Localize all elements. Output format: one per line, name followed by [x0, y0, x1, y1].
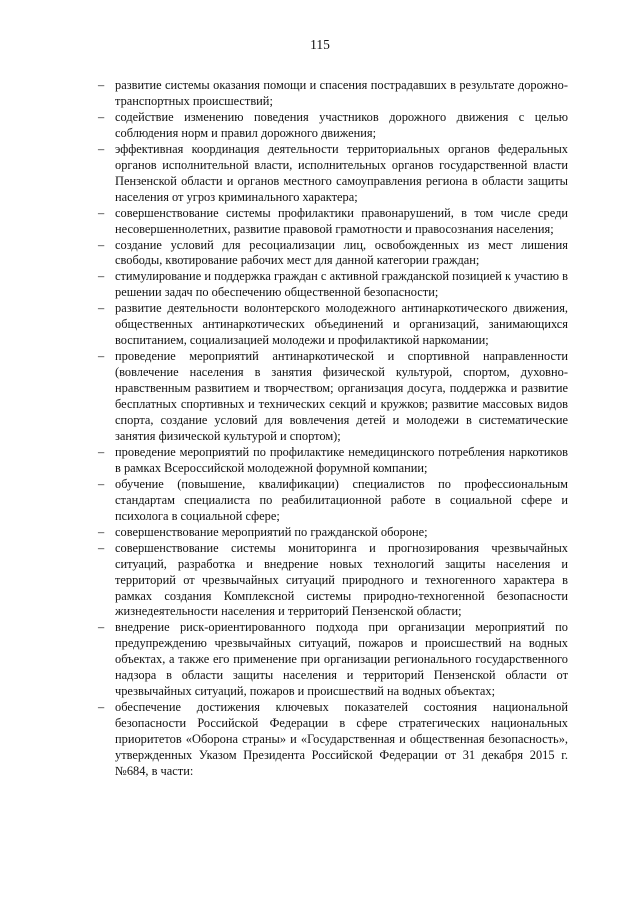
list-item-text: развитие деятельности волонтерского молодежного антинаркотического движения, общественных антинаркотических объединений и организаций, занимающихся воспитанием, социализацией молодежи и профилактикой наркомании;	[115, 301, 568, 348]
list-item-text: внедрение риск-ориентированного подхода при организации мероприятий по предупреждению чрезвычайных ситуаций, пожаров и происшествий на водных объектах, а также его применение при организации регионального государственного надзора в области защиты населения и территорий Пензенской области от чрезвычайных ситуаций, пожаров и происшествий на водных объектах;	[115, 620, 568, 699]
list-item	[96, 541, 568, 621]
list-item-text: совершенствование системы мониторинга и прогнозирования чрезвычайных ситуаций, разработка и внедрение новых технологий защиты населения и территорий от чрезвычайных ситуаций природного и техногенного характера в рамках создания Комплексной системы природно-техногенной безопасности жизнедеятельности населения и территорий Пензенской области;	[115, 540, 568, 619]
list-bullet: –	[98, 700, 105, 715]
list-item-text: содействие изменению поведения участников дорожного движения с целью соблюдения норм и правил дорожного движения;	[115, 109, 568, 140]
page-number: 115	[310, 37, 330, 52]
list-item	[96, 349, 568, 445]
list-bullet: –	[98, 269, 105, 284]
list-bullet: –	[98, 78, 105, 92]
list-bullet: –	[98, 540, 105, 555]
list-item	[96, 477, 568, 525]
list-bullet: –	[98, 301, 105, 316]
list-item-text: совершенствование системы профилактики правонарушений, в том числе среди несовершеннолетних, развитие правовой грамотности и правосознания населения;	[115, 205, 568, 236]
list-bullet: –	[98, 444, 105, 459]
list-bullet: –	[98, 620, 105, 635]
list-bullet: –	[98, 524, 105, 539]
list-item-text: проведение мероприятий по профилактике немедицинского потребления наркотиков в рамках Всероссийской молодежной форумной компании;	[115, 444, 568, 475]
list-item	[96, 620, 568, 700]
list-item	[96, 78, 568, 110]
list-item-text: эффективная координация деятельности территориальных органов федеральных органов исполнительной власти, исполнительных органов государственной власти Пензенской области и органов местного самоуправления региона в области защиты населения от угроз криминального характера;	[115, 141, 568, 204]
list-item	[96, 525, 568, 541]
list-item-text: проведение мероприятий антинаркотической и спортивной направленности (вовлечение населения в занятия физической культурой, спортом, духовно-нравственным развитием и творчеством; организация досуга, поддержка и развитие бесплатных спортивных и технических секций и кружков; развитие массовых видов спорта, создание условий для вовлечения детей и молодежи в систематические занятия физической культурой и спортом);	[115, 349, 568, 443]
list-bullet: –	[98, 205, 105, 220]
list-item	[96, 206, 568, 238]
list-item	[96, 238, 568, 270]
measures-list	[96, 78, 568, 780]
list-item-text: обеспечение достижения ключевых показателей состояния национальной безопасности Российской Федерации в сфере стратегических национальных приоритетов «Оборона страны» и «Государственная и общественная безопасность», утвержденных Указом Президента Российской Федерации от 31 декабря 2015 г. №684, в части:	[115, 700, 568, 778]
list-item-text: обучение (повышение, квалификации) специалистов по профессиональным стандартам специалиста по реабилитационной работе в социальной сфере и психолога в социальной сфере;	[115, 476, 568, 523]
list-item-text: стимулирование и поддержка граждан с активной гражданской позицией к участию в решении задач по обеспечению общественной безопасности;	[115, 269, 568, 300]
list-bullet: –	[98, 349, 105, 364]
list-item	[96, 445, 568, 477]
list-item	[96, 700, 568, 780]
list-bullet: –	[98, 141, 105, 156]
list-bullet: –	[98, 237, 105, 252]
list-bullet: –	[98, 476, 105, 491]
list-item	[96, 301, 568, 349]
list-item-text: создание условий для ресоциализации лиц, освобожденных из мест лишения свободы, квотирование рабочих мест для данной категории граждан;	[115, 237, 568, 268]
list-item	[96, 110, 568, 142]
list-item-text: совершенствование мероприятий по гражданской обороне;	[115, 524, 428, 539]
list-bullet: –	[98, 109, 105, 124]
list-item	[96, 269, 568, 301]
list-item-text: развитие системы оказания помощи и спасения пострадавших в результате дорожно-транспортных происшествий;	[115, 78, 568, 108]
list-item	[96, 142, 568, 206]
